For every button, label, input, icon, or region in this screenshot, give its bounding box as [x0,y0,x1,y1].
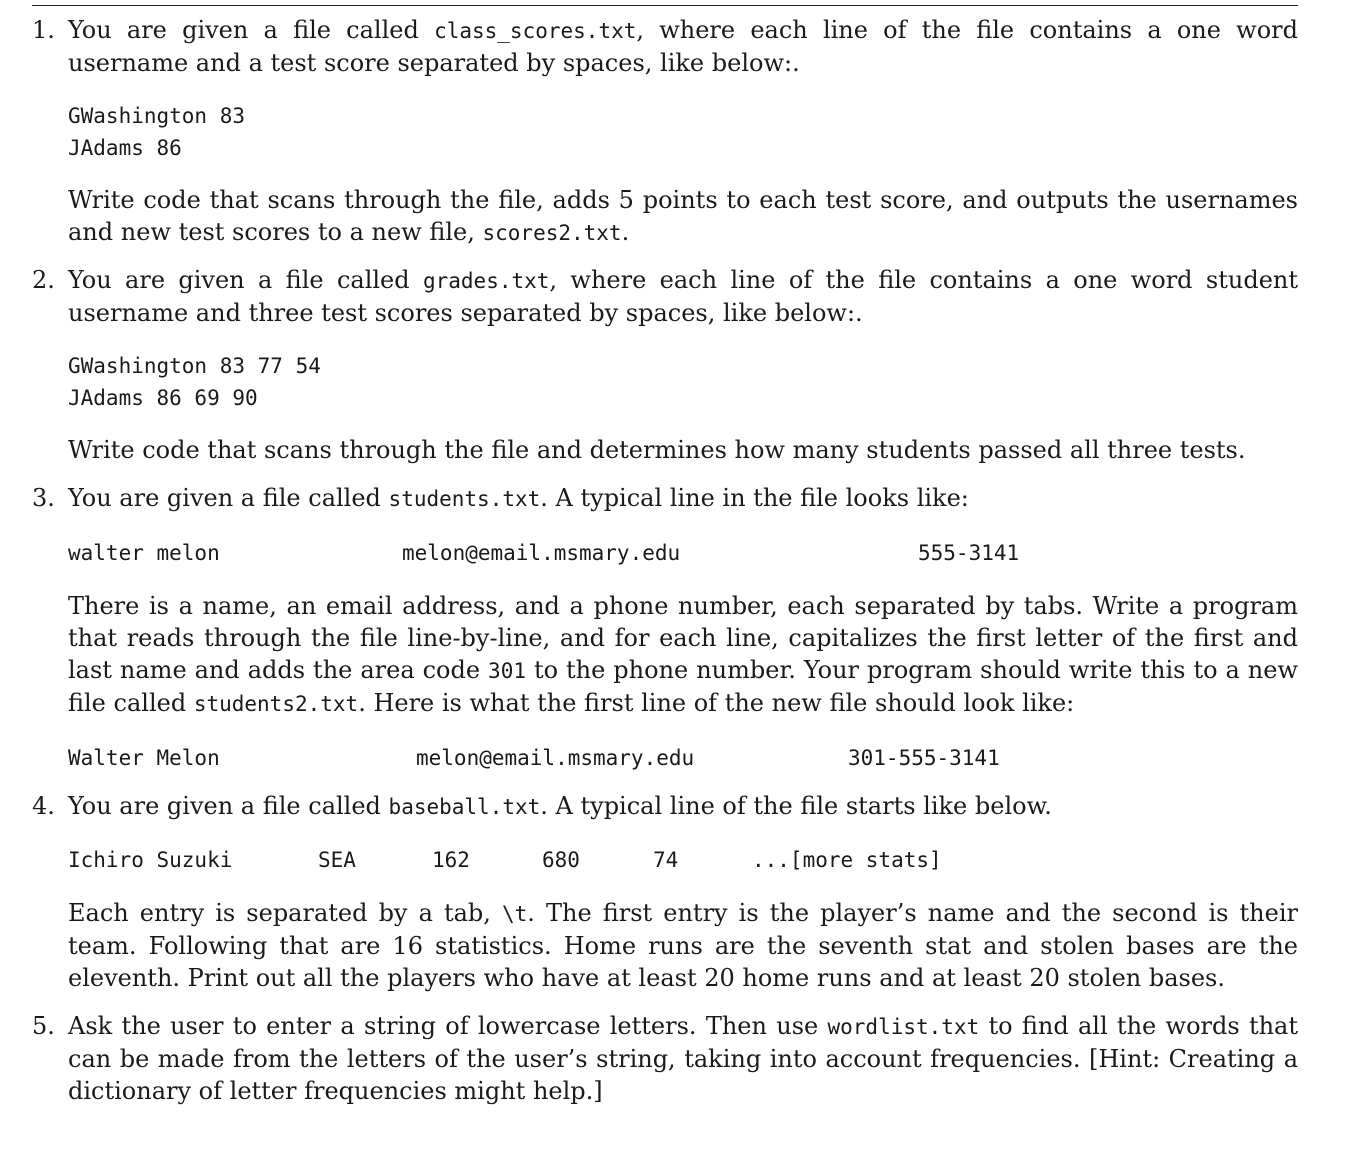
example-line [68,537,1298,569]
item-text: You are given a file called students.txt. A typical line in the file looks like: [68,484,969,512]
email-field: melon@email.msmary.edu [416,746,695,770]
area-code: 301 [488,659,526,683]
item-number: 4. [32,792,55,820]
item-number: 1. [32,16,55,44]
email-field: melon@email.msmary.edu [402,541,681,565]
filename: wordlist.txt [827,1015,980,1039]
item-text: Ask the user to enter a string of lowercase letters. Then use wordlist.txt to find all the words that can be made from the letters of the user’s string, taking into account frequencies. [Hint: Creating a dictionary of letter frequencies might help.] [68,1012,1299,1105]
phone-field: 555-3141 [918,541,1020,565]
item-number: 3. [32,484,55,512]
stat-field: 680 [542,848,580,872]
name-field: walter melon [68,541,220,565]
item-text: You are given a file called class_scores.txt, where each line of the file contains a one word username and a test score separated by spaces, like below:. [68,16,1298,77]
filename: class_scores.txt [434,19,637,43]
phone-field: 301-555-3141 [848,746,1000,770]
example-line [68,844,1298,876]
filename: baseball.txt [388,795,541,819]
item-text: Each entry is separated by a tab, \t. The first entry is the player’s name and the second is their team. Following that are 16 statistics. Home runs are the seventh stat and stolen bases are the eleventh. Print out all the players who have at least 20 home runs and at least 20 stolen bases. [68,899,1298,992]
item-number: 2. [32,266,55,294]
team-field: SEA [318,848,356,872]
code-line: GWashington 83 [68,104,246,128]
filename: students2.txt [193,692,359,716]
filename: scores2.txt [482,221,622,245]
item-text: There is a name, an email address, and a phone number, each separated by tabs. Write a program that reads through the file line-by-line, and for each line, capitalizes the first letter of the first and last name and adds the area code 301 to the phone number. Your program should write this to a new file called students2.txt. Here is what the first line of the new file should look like: [68,592,1299,717]
player-field: Ichiro Suzuki [68,848,233,872]
item-text: Write code that scans through the file and determines how many students passed all three tests. [68,436,1246,464]
item-number: 5. [32,1012,55,1040]
result-line [68,742,1298,774]
item-text: You are given a file called grades.txt, where each line of the file contains a one word student username and three test scores separated by spaces, like below:. [68,266,1299,327]
filename: students.txt [388,487,541,511]
code-line: JAdams 86 [68,136,182,160]
item-text: Write code that scans through the file, adds 5 points to each test score, and outputs the usernames and new test scores to a new file, scores2.txt. [68,186,1298,246]
tab-escape: \t [501,902,528,926]
name-field: Walter Melon [68,746,220,770]
item-text: You are given a file called baseball.txt. A typical line of the file starts like below. [68,792,1052,820]
more-stats: ...[more stats] [752,848,942,872]
stat-field: 74 [653,848,679,872]
filename: grades.txt [422,269,550,293]
code-line: GWashington 83 77 54 [68,354,321,378]
code-line: JAdams 86 69 90 [68,386,258,410]
top-rule [32,5,1298,6]
stat-field: 162 [432,848,470,872]
